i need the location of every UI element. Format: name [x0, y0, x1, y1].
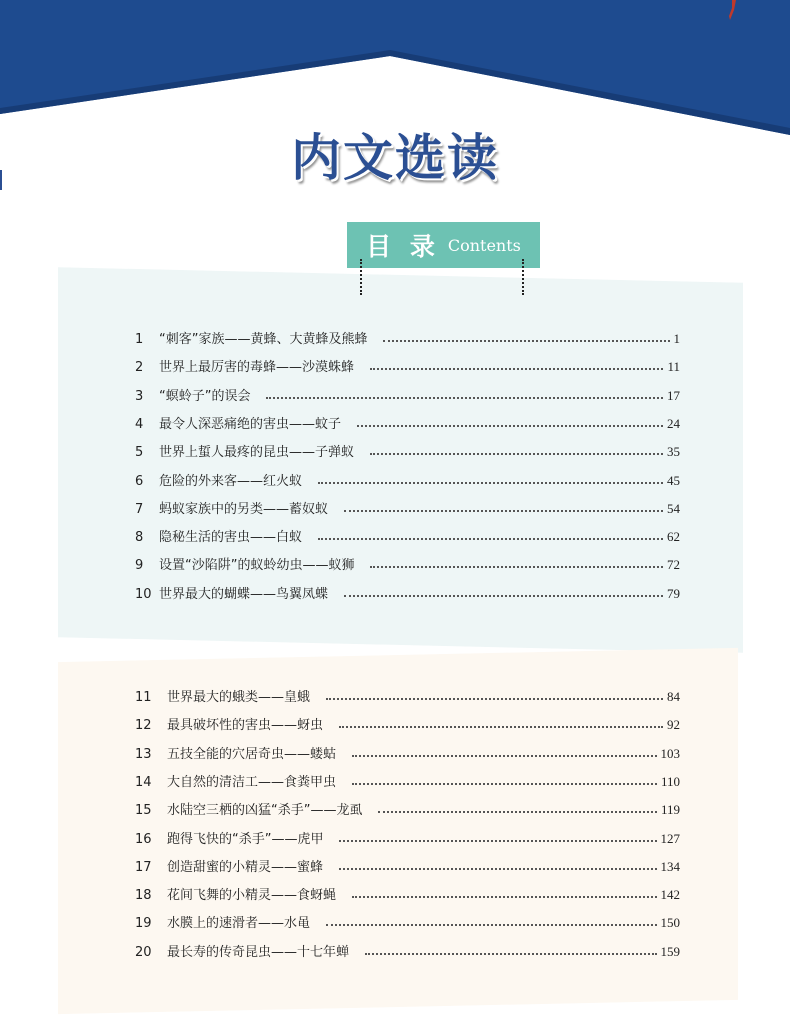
toc-entry-number: 16	[135, 831, 152, 847]
toc-entry-page: 159	[660, 943, 680, 959]
toc-leader-dots	[370, 566, 663, 568]
toc-entry[interactable]	[135, 941, 680, 961]
toc-entry[interactable]	[135, 686, 680, 706]
toc-entry-page: 150	[660, 915, 680, 931]
toc-leader-dots	[357, 425, 663, 427]
toc-entry-title: 蚂蚁家族中的另类——蓄奴蚁	[159, 501, 329, 517]
toc-leader-dots	[365, 953, 656, 955]
toc-entry[interactable]	[135, 771, 680, 791]
toc-entry[interactable]	[135, 498, 680, 518]
toc-entry-number: 20	[135, 944, 152, 960]
toc-entry[interactable]	[135, 470, 680, 490]
toc-entry-page: 54	[667, 500, 680, 516]
toc-entry[interactable]	[135, 554, 680, 574]
toc-entry-title: 水膜上的速滑者——水黾	[167, 916, 311, 932]
toc-entry-page: 119	[660, 802, 680, 818]
toc-entry-number: 9	[135, 558, 144, 574]
toc-entry-page: 1	[673, 331, 680, 346]
toc-heading-cn: 目 录	[366, 232, 440, 261]
toc-entry-number: 12	[135, 718, 152, 734]
toc-entry-number: 11	[135, 690, 152, 705]
toc-entry-title: 花间飞舞的小精灵——食蚜蝇	[167, 888, 337, 904]
toc-entry-title: 水陆空三栖的凶猛“杀手”——龙虱	[167, 803, 363, 819]
toc-entry-page: 127	[660, 830, 680, 846]
toc-entry-number: 14	[135, 774, 152, 790]
toc-entry-title: 最具破坏性的害虫——蚜虫	[167, 718, 324, 734]
toc-leader-dots	[378, 811, 656, 813]
toc-entry-number: 3	[135, 388, 144, 404]
toc-entry-title: “刺客”家族——黄蜂、大黄蜂及熊蜂	[159, 332, 368, 347]
toc-entry-number: 4	[135, 416, 144, 432]
toc-leader-dots	[266, 397, 663, 399]
toc-entry-page: 134	[660, 858, 680, 874]
toc-leader-dots	[326, 924, 656, 926]
toc-leader-dots	[370, 453, 663, 455]
toc-entry[interactable]	[135, 385, 680, 405]
toc-entry[interactable]	[135, 828, 680, 848]
toc-entry[interactable]	[135, 743, 680, 763]
toc-leader-dots	[344, 510, 663, 512]
toc-entry-title: 跑得飞快的“杀手”——虎甲	[167, 831, 324, 847]
toc-entry-page: 142	[660, 887, 680, 903]
toc-entry-page: 11	[667, 359, 680, 375]
toc-entry-page: 92	[667, 717, 680, 733]
toc-entry[interactable]	[135, 799, 680, 819]
toc-entry-number: 15	[135, 803, 152, 819]
toc-heading	[347, 222, 540, 268]
toc-entry-title: 危险的外来客——红火蚁	[159, 473, 303, 489]
toc-entry-title: 创造甜蜜的小精灵——蜜蜂	[167, 859, 324, 875]
toc-entry-page: 103	[660, 745, 680, 761]
toc-leader-dots	[352, 755, 656, 757]
toc-entry[interactable]	[135, 413, 680, 433]
toc-entry-title: 最长寿的传奇昆虫——十七年蝉	[167, 944, 350, 960]
toc-entry-page: 35	[667, 444, 680, 460]
toc-entry[interactable]	[135, 714, 680, 734]
toc-leader-dots	[326, 698, 663, 700]
page-title: 内文选读	[291, 129, 499, 187]
hanger-left	[360, 259, 362, 295]
toc-entry-number: 1	[135, 332, 144, 347]
toc-leader-dots	[352, 783, 657, 785]
toc-entry-number: 17	[135, 859, 152, 875]
toc-entry-number: 19	[135, 916, 152, 932]
toc-entry[interactable]	[135, 884, 680, 904]
toc-entry-title: 大自然的清洁工——食粪甲虫	[167, 774, 337, 790]
toc-entry-title: “螟蛉子”的误会	[159, 388, 251, 404]
toc-leader-dots	[318, 538, 663, 540]
toc-leader-dots	[318, 482, 663, 484]
toc-entry-number: 13	[135, 746, 152, 762]
toc-entry-title: 设置“沙陷阱”的蚁蛉幼虫——蚁狮	[159, 558, 355, 574]
toc-entry[interactable]	[135, 583, 680, 603]
toc-entry[interactable]	[135, 856, 680, 876]
toc-leader-dots	[344, 595, 663, 597]
toc-entry[interactable]	[135, 912, 680, 932]
toc-entry[interactable]	[135, 328, 680, 348]
hanger-right	[522, 259, 524, 295]
toc-leader-dots	[383, 340, 669, 342]
toc-entry[interactable]	[135, 526, 680, 546]
toc-entry-page: 62	[667, 529, 680, 545]
toc-entry-number: 8	[135, 530, 144, 546]
corner-ornament	[724, 0, 744, 24]
toc-entry-number: 7	[135, 501, 144, 517]
toc-heading-en: Contents	[447, 235, 521, 255]
toc-entry-title: 五技全能的穴居奇虫——蝼蛄	[167, 746, 337, 762]
toc-entry-page: 84	[667, 689, 680, 704]
toc-entry-page: 45	[667, 472, 680, 488]
toc-entry-page: 110	[660, 773, 680, 789]
toc-leader-dots	[339, 726, 663, 728]
toc-entry-page: 24	[667, 415, 680, 431]
toc-entry-number: 5	[135, 445, 144, 461]
toc-entry-title: 世界上最厉害的毒蜂——沙漠蛛蜂	[159, 360, 355, 376]
toc-leader-dots	[370, 368, 663, 370]
toc-entry[interactable]	[135, 356, 680, 376]
toc-entry-title: 世界最大的蝴蝶——鸟翼凤蝶	[159, 586, 329, 602]
toc-entry-title: 世界上蜇人最疼的昆虫——子弹蚁	[159, 445, 355, 461]
toc-entry-number: 2	[135, 360, 144, 376]
toc-entry-title: 最令人深恶痛绝的害虫——蚊子	[159, 416, 342, 432]
toc-leader-dots	[339, 840, 656, 842]
header-banner	[0, 0, 790, 135]
toc-entry-page: 72	[667, 557, 680, 573]
toc-entry-title: 隐秘生活的害虫——白蚁	[159, 530, 303, 546]
toc-entry-number: 6	[135, 473, 144, 489]
toc-entry-number: 18	[135, 888, 152, 904]
toc-entry[interactable]	[135, 441, 680, 461]
toc-leader-dots	[339, 868, 656, 870]
toc-entry-page: 79	[667, 585, 680, 601]
toc-leader-dots	[352, 896, 656, 898]
toc-entry-number: 10	[135, 586, 152, 602]
toc-entry-page: 17	[667, 387, 680, 403]
toc-entry-title: 世界最大的蛾类——皇蛾	[167, 690, 311, 705]
left-edge-mark	[0, 170, 2, 190]
